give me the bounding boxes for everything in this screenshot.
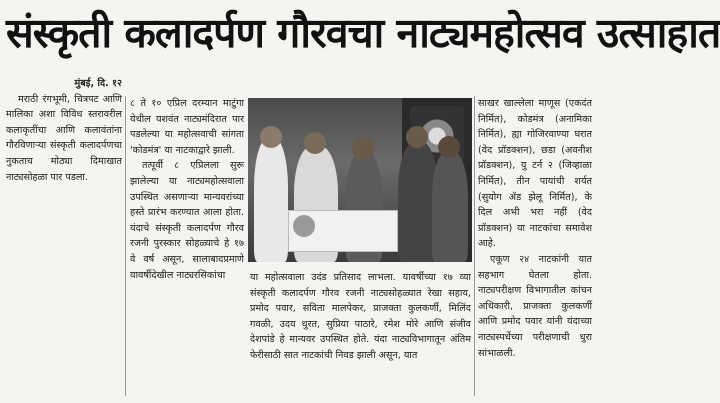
person-head	[352, 138, 374, 160]
person-head	[406, 126, 428, 148]
column-divider	[474, 96, 475, 396]
article-column-4	[478, 96, 592, 361]
article-paragraph: ८ ते १० एप्रिल दरम्यान माटुंगा येथील यशवंत नाट्यमंदिरात पार पडलेल्या या महोत्सवाची सांगता 'कोडमंत्र' या नाटकाद्वारे झाली.	[130, 98, 244, 156]
article-column-1	[6, 76, 122, 185]
award-cheque	[288, 210, 398, 252]
headline: संस्कृती कलादर्पण गौरवचा नाट्यमहोत्सव उत्साहात	[6, 9, 720, 57]
event-photo	[248, 98, 472, 262]
article-paragraph: तत्पूर्वी ८ एप्रिलला सुरू झालेल्या या नाट्यमहोत्सवाला उपस्थित असणाऱ्या मान्यवरांच्या हस्ते प्रारंभ करण्यात आला होता. यंदाचे संस्कृती कलादर्पण गौरव रजनी पुरस्कार सोहळ्याचे हे १७ वे वर्ष असून, सालाबादप्रमाणे यावर्षीदेखील नाट्यरसिकांचा	[130, 160, 244, 281]
article-column-3	[250, 270, 471, 364]
column-divider	[125, 96, 126, 396]
article-paragraph: या महोत्सवाला उदंड प्रतिसाद लाभला. यावर्षीच्या १७ व्या संस्कृती कलादर्पण गौरव रजनी नाट्यसोहळ्यात रेखा सहाय, प्रमोद पवार, सविता मालपेकर, प्राजक्ता कुलकर्णी, मिलिंद गवळी, उदय धुरत, सुप्रिया पाठारे, रमेश मोरे आणि संजीव देशपांडे हे मान्यवर उपस्थित होते. यंदा नाट्यविभागातून अंतिम फेरीसाठी सात नाटकांची निवड झाली असून, यात	[250, 272, 471, 361]
person-head	[438, 136, 460, 158]
article-paragraph: एकूण २४ नाटकांनी यात सहभाग घेतला होता. नाट्यपरीक्षण विभागातील कांचन अधिकारी, प्राजक्ता कुलकर्णी आणि प्रमोद पवार यांनी यंदाच्या नाट्यस्पर्धेच्या परीक्षणाची धुरा सांभाळली.	[478, 253, 592, 359]
person-head	[304, 132, 326, 154]
portrait-icon	[293, 215, 315, 237]
article-paragraph: साखर खाल्लेला माणूस (एकदंत निर्मित), कोडमंत्र (अनामिका निर्मित), ह्या गोजिरवाण्या घरात (वेद प्रॉडक्शन), छडा (अवनीश प्रॉडक्शन), यु टर्न २ (जिव्हाळा निर्मित), तीन पायांची शर्यत (सुयोग ॲड झेलू निर्मित), के दिल अभी भरा नहीं (वेद प्रॉडक्शन) या नाटकांचा समावेश आहे.	[478, 98, 592, 250]
person-head	[260, 126, 282, 148]
person-figure	[254, 138, 288, 262]
article-paragraph: मराठी रंगभूमी, चित्रपट आणि मालिका अशा विविध स्तरावरील कलाकृतींचा आणि कलावंतांना गौरविणाऱ्या संस्कृती कलादर्पणचा नुकताच मोठ्या दिमाखात नाट्यसोहळा पार पडला.	[6, 93, 122, 183]
person-figure	[432, 152, 468, 262]
article-column-2	[130, 96, 244, 283]
dateline: मुंबई, दि. १२	[74, 78, 122, 89]
